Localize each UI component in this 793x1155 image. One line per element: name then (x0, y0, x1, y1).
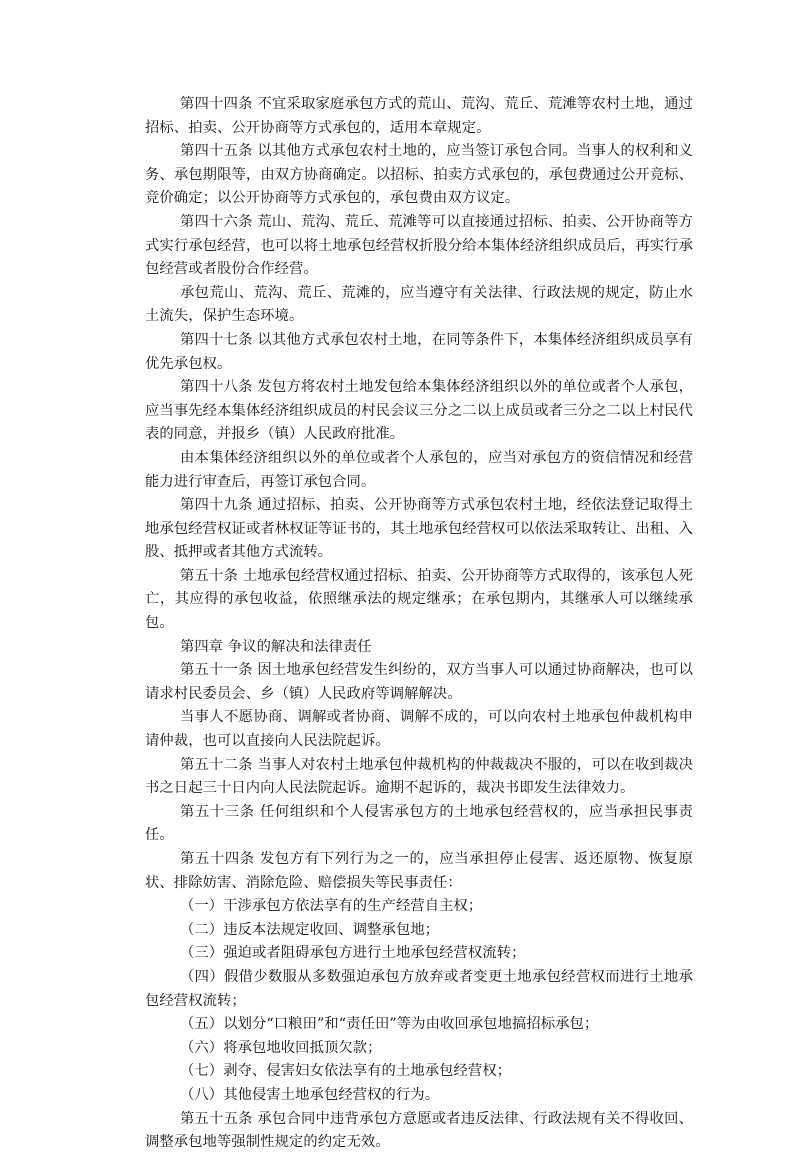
article-54-item-5: （五）以划分“口粮田”和“责任田”等为由收回承包地搞招标承包； (180, 1016, 599, 1033)
article-54-item-6: （六）将承包地收回抵顶欠款； (180, 1039, 382, 1056)
chapter-4-heading: 第四章 争议的解决和法律责任 (180, 638, 372, 655)
article-54-item-7: （七）剥夺、侵害妇女依法享有的土地承包经营权； (180, 1063, 512, 1080)
article-46: 第四十六条 荒山、荒沟、荒丘、荒滩等可以直接通过招标、拍卖、公开协商等方式实行承包经营，也可以将土地承包经营权折股分给本集体经济组织成员后，再实行承包经营或者股份合作经营。 (145, 213, 693, 278)
article-46-paragraph-2: 承包荒山、荒沟、荒丘、荒滩的，应当遵守有关法律、行政法规的规定，防止水土流失，保护生态环境。 (145, 284, 693, 325)
article-50: 第五十条 土地承包经营权通过招标、拍卖、公开协商等方式取得的，该承包人死亡，其应得的承包收益，依照继承法的规定继承；在承包期内，其继承人可以继续承包。 (145, 567, 693, 632)
article-53: 第五十三条 任何组织和个人侵害承包方的土地承包经营权的，应当承担民事责任。 (145, 803, 693, 844)
article-48: 第四十八条 发包方将农村土地发包给本集体经济组织以外的单位或者个人承包，应当事先经本集体经济组织成员的村民会议三分之二以上成员或者三分之二以上村民代表的同意，并报乡（镇）人民政府批准。 (145, 379, 693, 443)
article-45: 第四十五条 以其他方式承包农村土地的，应当签订承包合同。当事人的权利和义务、承包期限等，由双方协商确定。以招标、拍卖方式承包的，承包费通过公开竞标、竞价确定；以公开协商等方式承包的，承包费由双方议定。 (145, 143, 693, 207)
article-54-item-2: （二）违反本法规定收回、调整承包地； (180, 921, 440, 938)
article-54-item-1: （一）干涉承包方依法享有的生产经营自主权； (180, 898, 483, 915)
article-51: 第五十一条 因土地承包经营发生纠纷的，双方当事人可以通过协商解决，也可以请求村民委员会、乡（镇）人民政府等调解解决。 (145, 662, 693, 702)
article-52: 第五十二条 当事人对农村土地承包仲裁机构的仲裁裁决不服的，可以在收到裁决书之日起三十日内向人民法院起诉。逾期不起诉的，裁决书即发生法律效力。 (145, 756, 693, 797)
article-47: 第四十七条 以其他方式承包农村土地，在同等条件下，本集体经济组织成员享有优先承包权。 (145, 331, 693, 372)
article-54-item-8: （八）其他侵害土地承包经营权的行为。 (180, 1086, 440, 1103)
article-54-item-4: （四）假借少数服从多数强迫承包方放弃或者变更土地承包经营权而进行土地承包经营权流转； (145, 968, 693, 1009)
article-51-paragraph-2: 当事人不愿协商、调解或者协商、调解不成的，可以向农村土地承包仲裁机构申请仲裁，也可以直接向人民法院起诉。 (145, 709, 693, 750)
article-55: 第五十五条 承包合同中违背承包方意愿或者违反法律、行政法规有关不得收回、调整承包地等强制性规定的约定无效。 (145, 1110, 693, 1151)
article-54: 第五十四条 发包方有下列行为之一的，应当承担停止侵害、返还原物、恢复原状、排除妨害、消除危险、赔偿损失等民事责任： (145, 851, 693, 891)
article-54-item-3: （三）强迫或者阻碍承包方进行土地承包经营权流转； (180, 945, 526, 962)
article-48-paragraph-2: 由本集体经济组织以外的单位或者个人承包的，应当对承包方的资信情况和经营能力进行审查后，再签订承包合同。 (145, 449, 693, 490)
article-49: 第四十九条 通过招标、拍卖、公开协商等方式承包农村土地，经依法登记取得土地承包经营权证或者林权证等证书的，其土地承包经营权可以依法采取转让、出租、入股、抵押或者其他方式流转。 (145, 497, 693, 561)
article-44: 第四十四条 不宜采取家庭承包方式的荒山、荒沟、荒丘、荒滩等农村土地，通过招标、拍卖、公开协商等方式承包的，适用本章规定。 (145, 96, 693, 136)
